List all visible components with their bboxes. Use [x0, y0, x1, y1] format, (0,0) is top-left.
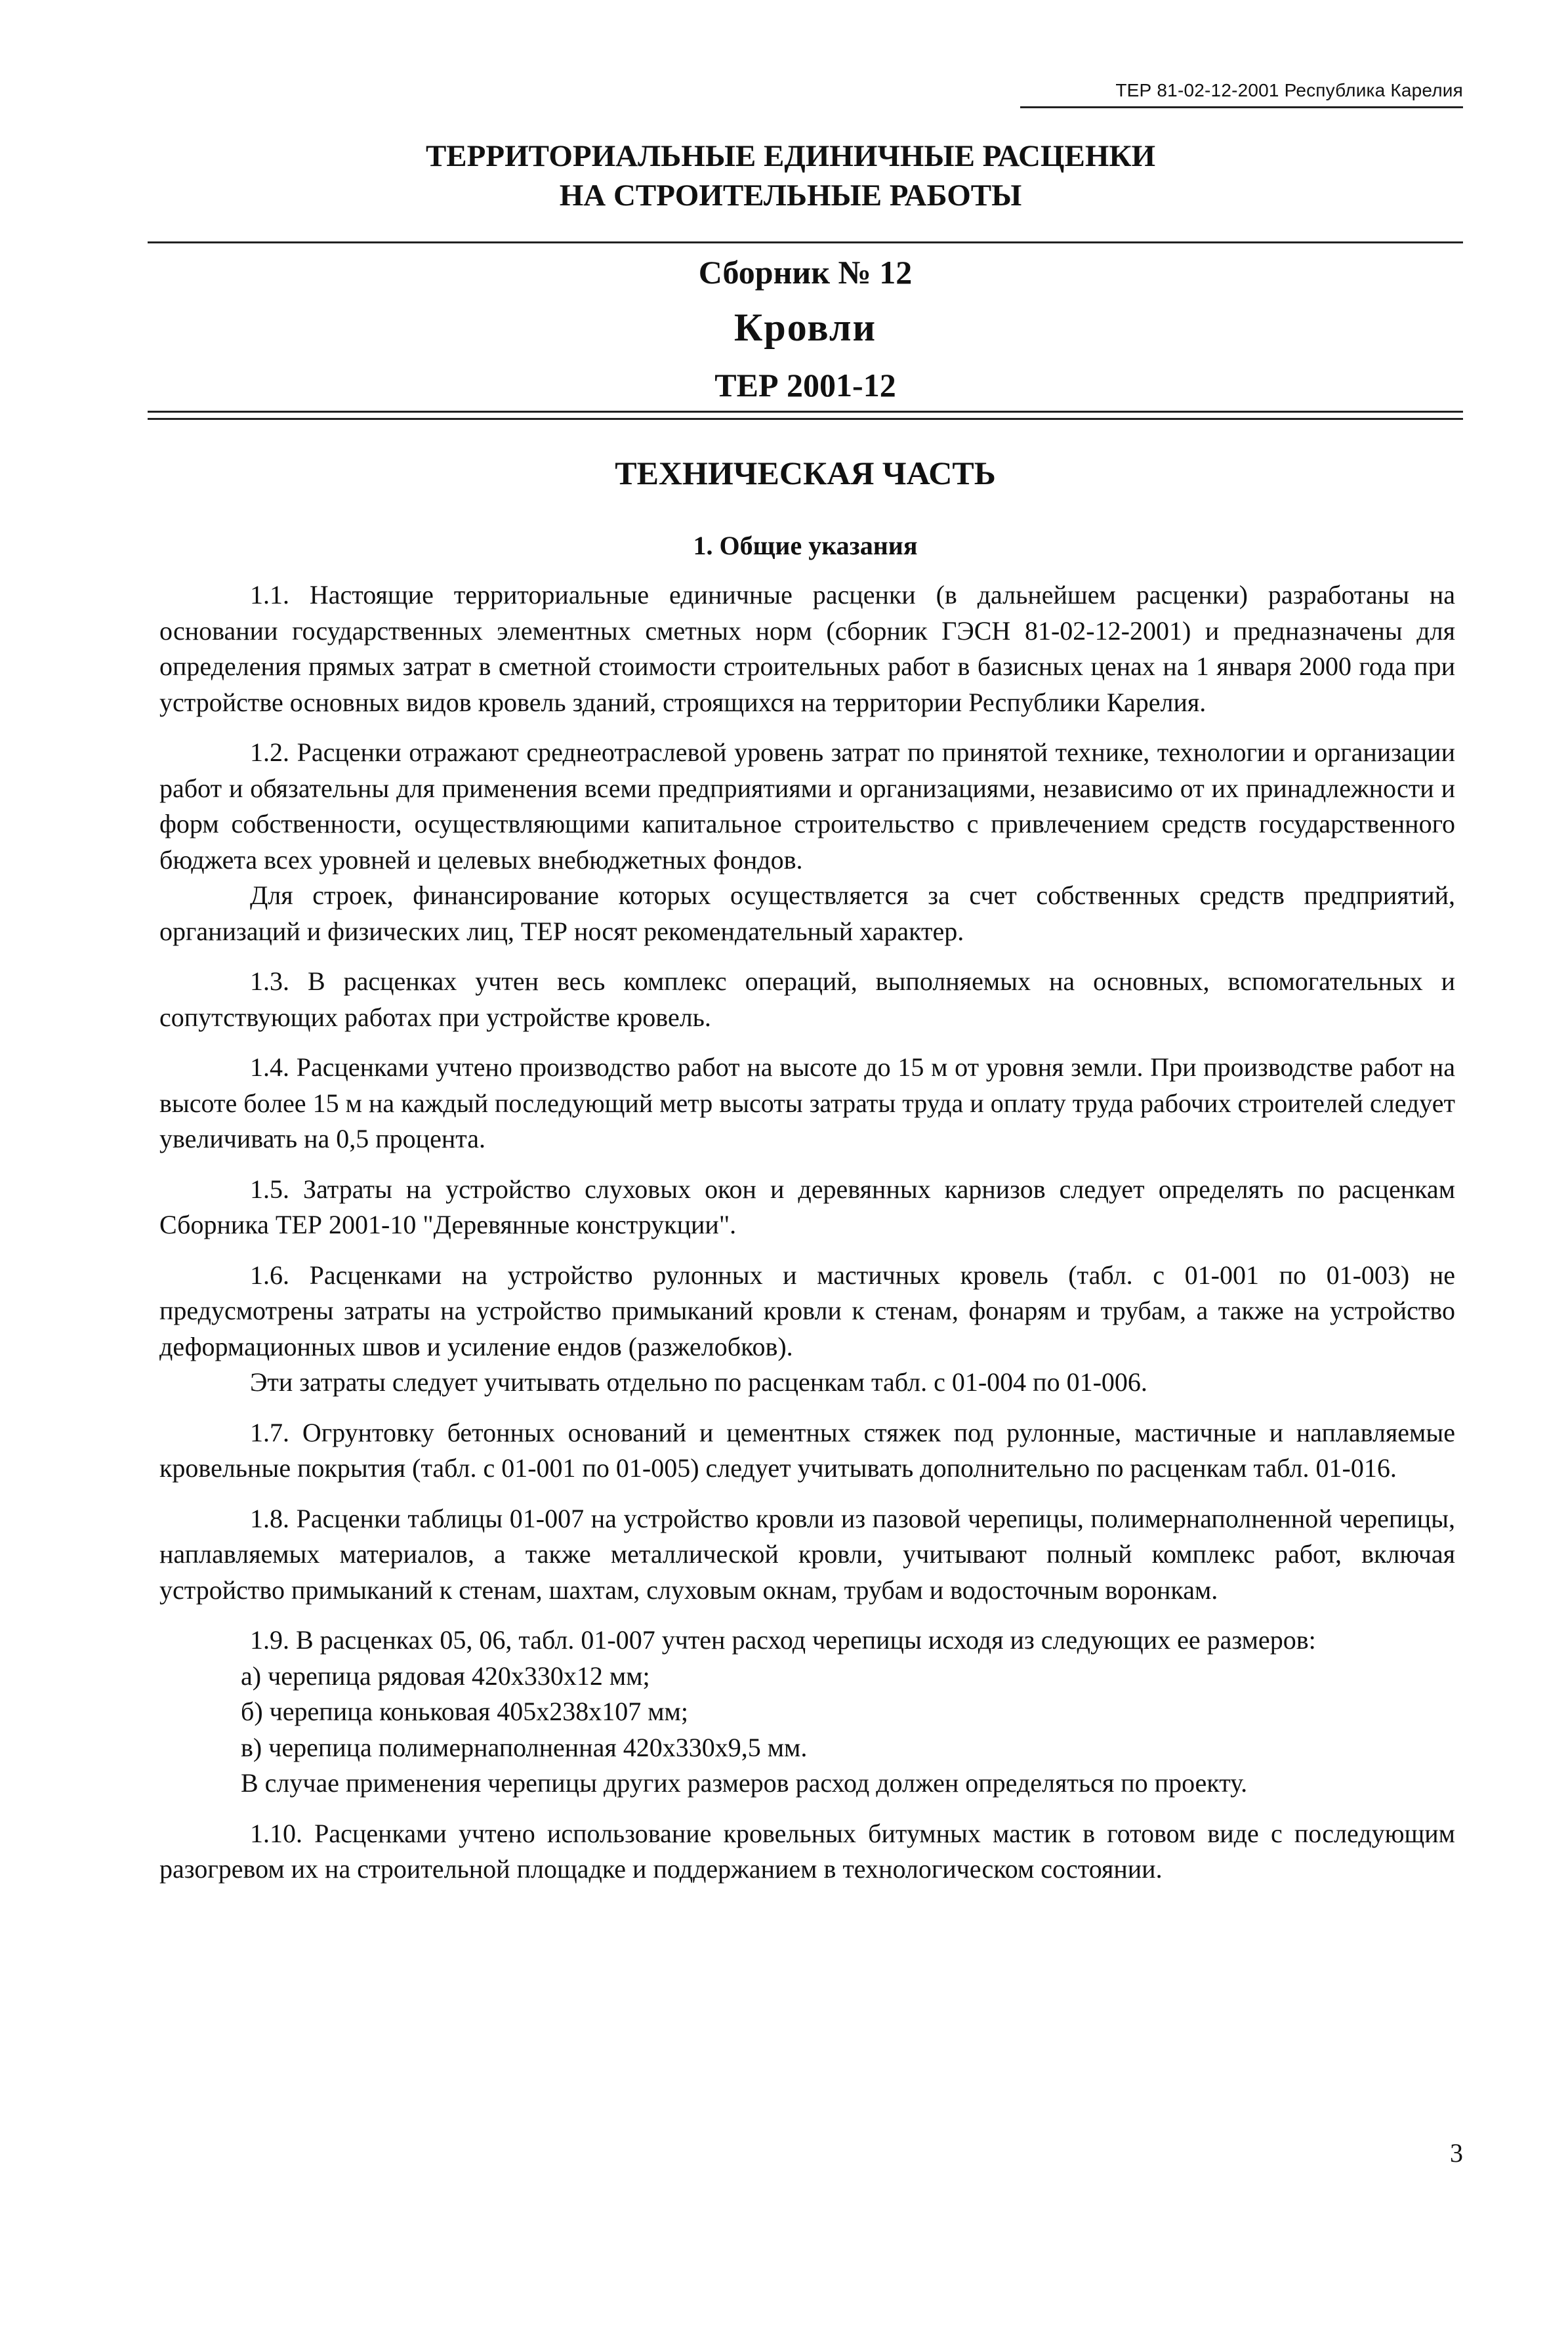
main-title — [367, 136, 1214, 215]
collection-code: ТЕР 2001-12 — [714, 367, 896, 403]
collection-name: Кровли — [733, 306, 877, 349]
paragraph-1-3: 1.3. В расценках учтен весь комплекс операций, выполняемых на основных, вспомогательных и сопутствующих работах при устройстве кровель. — [159, 966, 1455, 1032]
paragraph-1-2-continued: Для строек, финансирование которых осуществляется за счет собственных средств предприятий, организаций и физических лиц, ТЕР носят рекомендательный характер. — [159, 880, 1455, 946]
paragraph-1-8: 1.8. Расценки таблицы 01-007 на устройство кровли из пазовой черепицы, полимернаполненной черепицы, наплавляемых материалов, а также металлической кровли, учитывают полный комплекс работ, включая устройство примыканий к стенам, шахтам, слуховым окнам, трубам и водосточным воронкам. — [159, 1503, 1455, 1605]
paragraph-1-1: 1.1. Настоящие территориальные единичные расценки (в дальнейшем расценки) разработаны на основании государственных элементных сметных норм (сборник ГЭСН 81-02-12-2001) и предназначены для определения прямых затрат в сметной стоимости строительных работ в базисных ценах на 1 января 2000 года при устройстве основных видов кровель зданий, строящихся на территории Республики Карелия. — [159, 580, 1455, 717]
double-rule-top — [148, 411, 1463, 413]
section-title: 1. Общие указания — [693, 531, 918, 560]
header-rule — [1020, 106, 1463, 108]
paragraph-1-10: 1.10. Расценками учтено использование кровельных битумных мастик в готовом виде с последующим разогревом их на строительной площадке и поддержанием в технологическом состоянии. — [159, 1818, 1455, 1884]
collection-number: Сборник № 12 — [698, 254, 913, 291]
paragraph-1-9-continued: В случае применения черепицы других размеров расход должен определяться по проекту. — [241, 1768, 1248, 1798]
main-title-line-2: НА СТРОИТЕЛЬНЫЕ РАБОТЫ — [559, 178, 1022, 213]
paragraph-1-6: 1.6. Расценками на устройство рулонных и мастичных кровель (табл. с 01-001 по 01-003) не предусмотрены затраты на устройство примыканий кровли к стенам, фонарям и трубам, а также на устройство деформационных швов и усиление ендов (разжелобков). — [159, 1260, 1455, 1361]
part-title: ТЕХНИЧЕСКАЯ ЧАСТЬ — [615, 455, 996, 491]
paragraph-1-7: 1.7. Огрунтовку бетонных оснований и цементных стяжек под рулонные, мастичные и наплавляемые кровельные покрытия (табл. с 01-001 по 01-005) следует учитывать дополнительно по расценкам табл. 01-016. — [159, 1417, 1455, 1483]
paragraph-1-5: 1.5. Затраты на устройство слуховых окон и деревянных карнизов следует определять по расценкам Сборника ТЕР 2001-10 "Деревянные конструкции". — [159, 1174, 1455, 1239]
list-item: а) черепица рядовая 420х330х12 мм; — [241, 1661, 650, 1691]
running-header: ТЕР 81-02-12-2001 Республика Карелия — [1115, 80, 1463, 100]
list-item: в) черепица полимернаполненная 420х330х9,5 мм. — [241, 1732, 808, 1762]
paragraph-1-9: 1.9. В расценках 05, 06, табл. 01-007 учтен расход черепицы исходя из следующих ее размеров: — [250, 1625, 1316, 1655]
paragraph-1-6-continued: Эти затраты следует учитывать отдельно по расценкам табл. с 01-004 по 01-006. — [250, 1367, 1147, 1397]
main-title-line-1: ТЕРРИТОРИАЛЬНЫЕ ЕДИНИЧНЫЕ РАСЦЕНКИ — [425, 139, 1156, 173]
paragraph-1-2: 1.2. Расценки отражают среднеотраслевой уровень затрат по принятой технике, технологии и организации работ и обязательны для применения всеми предприятиями и организациями, независимо от их принадлежности и форм собственности, осуществляющими капитальное строительство с привлечением средств государственного бюджета всех уровней и целевых внебюджетных фондов. — [159, 737, 1455, 875]
title-divider — [148, 241, 1463, 243]
list-item: б) черепица коньковая 405х238х107 мм; — [241, 1697, 688, 1726]
page-number: 3 — [1450, 2138, 1463, 2168]
body-text — [159, 577, 1455, 1888]
paragraph-1-4: 1.4. Расценками учтено производство работ на высоте до 15 м от уровня земли. При производстве работ на высоте более 15 м на каждый последующий метр высоты затраты труда и оплату труда рабочих строителей следует увеличивать на 0,5 процента. — [159, 1052, 1455, 1153]
double-rule-bottom — [148, 418, 1463, 420]
